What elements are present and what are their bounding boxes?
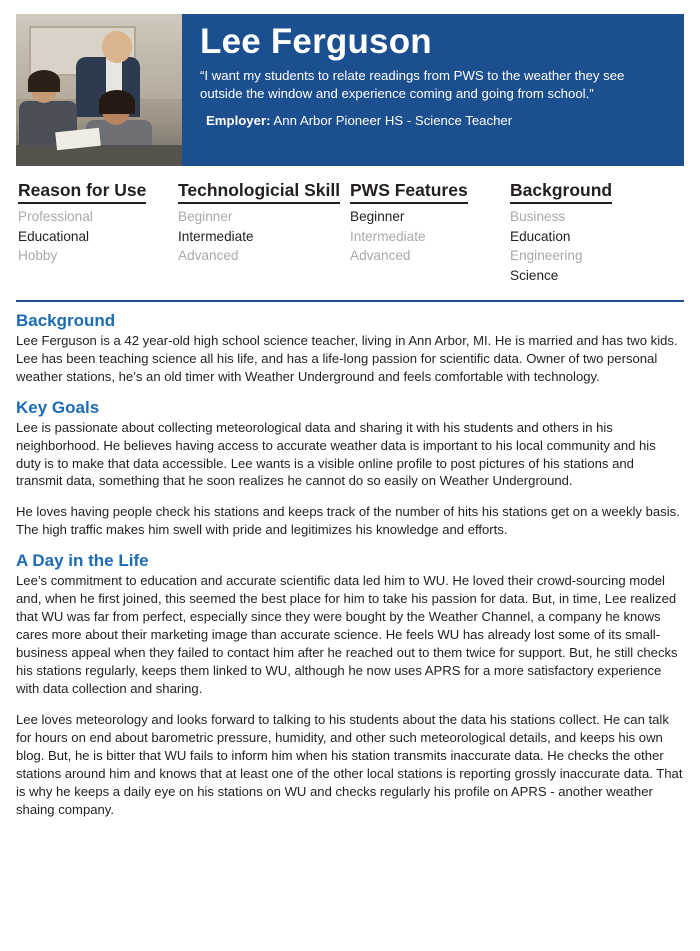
section-paragraph: Lee loves meteorology and looks forward to talking to his students about the data his stations collect. He can talk for hours on end about barometric pressure, humidity, and other such meteorological details, and keeps his own blog. But, he is bitter that WU fails to inform him when his station transmits inaccurate data. He checks the other stations around him and knows that at least one of the other local stations is reporting grossly inaccurate data. That is why he keeps a daily eye on his stations on WU and checks regularly his profile on APRS - another weather shaing company. bbox=[16, 711, 683, 817]
persona-header-text bbox=[182, 14, 684, 166]
persona-employer-value: Ann Arbor Pioneer HS - Science Teacher bbox=[270, 113, 513, 129]
attribute-option: Advanced bbox=[178, 248, 239, 264]
attribute-option: Intermediate bbox=[350, 228, 426, 244]
section-a-day-in-the-life bbox=[16, 551, 684, 818]
photo-person-front-hair bbox=[99, 90, 135, 114]
attribute-option: Engineering bbox=[510, 248, 583, 264]
persona-name: Lee Ferguson bbox=[200, 22, 432, 61]
persona-header-banner bbox=[16, 14, 684, 166]
photo-person-standing-head bbox=[102, 31, 132, 63]
photo-desk bbox=[16, 145, 182, 166]
section-paragraph: He loves having people check his stations and keeps track of the number of hits his stations get on a weekly basis. The high traffic makes him swell with pride and legitimizes his knowledge and efforts. bbox=[16, 504, 680, 538]
attribute-column-reason-for-use bbox=[18, 180, 178, 286]
attribute-column-technological-skill bbox=[178, 180, 350, 286]
section-paragraph: Lee is passionate about collecting meteorological data and sharing it with his students and others in his neighborhood. He believes having access to accurate weather data is important to his local community and his duty is to make that data accessible. Lee wants is a visible online profile to post pictures of his stations and transmit data, something that he soon realizes he cannot do so easily on Weather Underground. bbox=[16, 419, 656, 489]
section-heading: Key Goals bbox=[16, 397, 100, 417]
persona-attributes bbox=[16, 180, 684, 286]
attribute-column-pws-features bbox=[350, 180, 510, 286]
persona-quote: “I want my students to relate readings from PWS to the weather they see outside the window and experience coming and going from school.” bbox=[200, 67, 625, 101]
photo-person-left-hair bbox=[28, 70, 60, 92]
section-divider bbox=[16, 300, 684, 302]
persona-employer-label: Employer: bbox=[206, 113, 271, 129]
attribute-option: Advanced bbox=[350, 248, 411, 264]
section-background bbox=[16, 311, 684, 386]
attribute-option: Beginner bbox=[178, 209, 233, 224]
attribute-option: Professional bbox=[18, 209, 93, 224]
attribute-option-selected: Intermediate bbox=[178, 228, 254, 244]
section-key-goals bbox=[16, 398, 684, 540]
attribute-option-selected: Beginner bbox=[350, 209, 405, 224]
attribute-option-selected: Educational bbox=[18, 228, 90, 244]
section-heading: Background bbox=[16, 310, 116, 330]
attribute-column-background bbox=[510, 180, 670, 286]
attribute-option-selected: Science bbox=[510, 268, 559, 284]
attribute-option-selected: Education bbox=[510, 228, 571, 244]
attribute-title: Background bbox=[510, 180, 612, 204]
attribute-option: Hobby bbox=[18, 248, 58, 264]
persona-employer bbox=[200, 113, 670, 128]
attribute-title: Technologicial Skill bbox=[178, 180, 340, 204]
section-paragraph: Lee’s commitment to education and accurate scientific data led him to WU. He loved their crowd-sourcing model and, when he first joined, this seemed the best place for him to take his passion for data. But, in time, Lee realized that WU was far from perfect, especially since they were bought by the Weather Channel, a company he knows cares more about their marketing image than accurate science. He feels WU has already lost some of its small-business appeal when they failed to contact him after he reached out to them twice for support. But, he still checks his stations regularly, keeps them linked to WU, although he now uses APRS for a more satisfactory experience with data collection and sharing. bbox=[16, 573, 678, 696]
section-heading: A Day in the Life bbox=[16, 551, 149, 571]
section-paragraph: Lee Ferguson is a 42 year-old high school science teacher, living in Ann Arbor, MI. He is married and has two kids. Lee has been teaching science all his life, and has a life-long passion for scientific data. Owner of two personal weather stations, he’s an old timer with Weather Underground and feels comfortable with technology. bbox=[16, 332, 678, 384]
attribute-title: PWS Features bbox=[350, 180, 468, 204]
attribute-option: Business bbox=[510, 209, 566, 224]
attribute-title: Reason for Use bbox=[18, 180, 146, 204]
persona-photo bbox=[16, 14, 182, 166]
